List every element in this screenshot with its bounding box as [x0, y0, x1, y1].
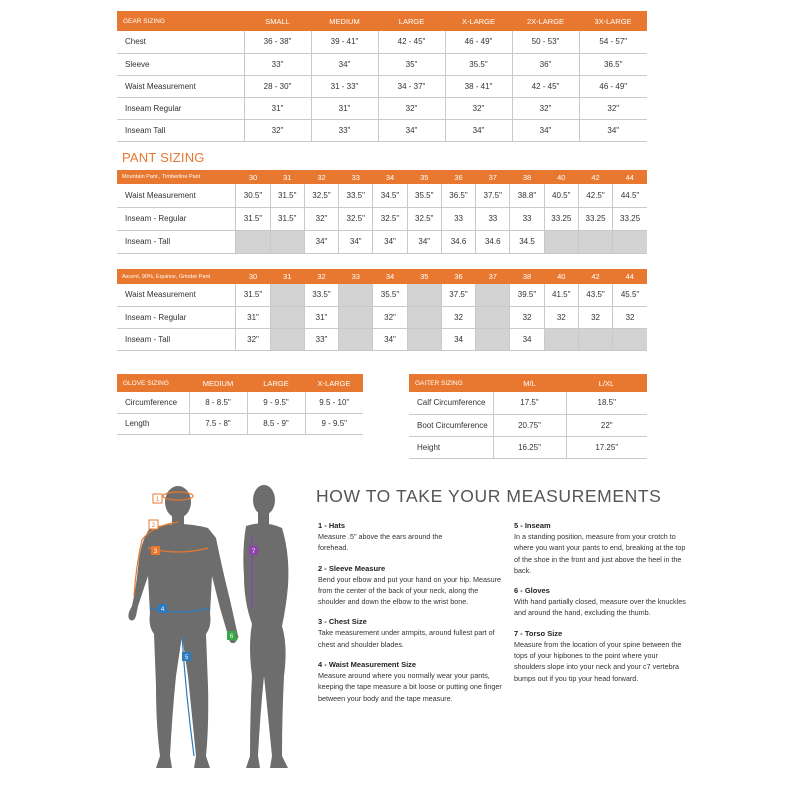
- table-cell: 20.75": [493, 414, 566, 436]
- measurement-figures-illustration: [112, 476, 312, 776]
- table-row: [117, 306, 647, 328]
- table-cell: 34": [339, 230, 373, 253]
- table-cell: 34: [441, 328, 475, 350]
- table-cell: 38.8": [510, 184, 544, 207]
- table-cell: 34.6: [441, 230, 475, 253]
- table-cell: 42 - 45": [512, 75, 579, 97]
- table-cell: 36.5": [579, 53, 647, 75]
- table-row: [409, 392, 647, 414]
- table-cell: 32": [445, 97, 512, 119]
- table-cell: 33.5": [339, 184, 373, 207]
- table-cell: 36 - 38": [244, 31, 311, 53]
- measurement-text: Measure from the location of your spine between the tops of your hipbones to the point where your shoulders slope into your neck and your c7 vertebra bumps out if you tip your head forward.: [514, 639, 682, 683]
- row-label: Inseam - Regular: [117, 207, 236, 230]
- empty-cell: [270, 328, 304, 350]
- table-cell: 50 - 53": [512, 31, 579, 53]
- table-cell: 34": [378, 119, 445, 141]
- table-cell: 32": [236, 328, 270, 350]
- empty-cell: [476, 306, 510, 328]
- table-cell: 32: [510, 306, 544, 328]
- table-cell: 37.5": [441, 284, 475, 306]
- table-cell: 34": [373, 230, 407, 253]
- measurement-item: [514, 520, 686, 576]
- gear-header-cell: X-LARGE: [445, 11, 512, 31]
- table-row: [117, 119, 647, 141]
- table-cell: 39.5": [510, 284, 544, 306]
- pant-header-cell: 38: [510, 170, 544, 184]
- measurement-heading: 1 - Hats: [318, 521, 346, 530]
- row-label: Inseam - Regular: [117, 306, 236, 328]
- pant-table-ascent: [117, 269, 647, 351]
- pant-header-cell: 33: [339, 170, 373, 184]
- row-label: Height: [409, 436, 493, 458]
- row-label: Boot Circumference: [409, 414, 493, 436]
- table-cell: 17.25": [566, 436, 647, 458]
- front-silhouette: [128, 486, 238, 768]
- table-cell: 35": [378, 53, 445, 75]
- table-cell: 32.5": [373, 207, 407, 230]
- table-cell: 9.5 - 10": [305, 392, 363, 413]
- table-cell: 33.5": [304, 284, 338, 306]
- table-cell: 33: [476, 207, 510, 230]
- measurement-text: Measure around where you normally wear your pants, keeping the tape measure a bit loose or putting one finger between your body and the tape measure.: [318, 671, 502, 703]
- empty-cell: [578, 230, 612, 253]
- pant-header-cell: 32: [304, 269, 338, 284]
- gaiter-sizing-table: [409, 374, 647, 459]
- pant-header-cell: 32: [304, 170, 338, 184]
- table-row: [409, 414, 647, 436]
- measurement-item: [514, 628, 686, 684]
- table-cell: 32.5": [304, 184, 338, 207]
- table-cell: 40.5": [544, 184, 578, 207]
- table-cell: 33": [311, 119, 378, 141]
- table-row: [409, 436, 647, 458]
- table-cell: 34": [311, 53, 378, 75]
- table-row: [117, 75, 647, 97]
- measurement-heading: 4 - Waist Measurement Size: [318, 660, 417, 670]
- measurement-heading: 2 - Sleeve Measure: [318, 563, 386, 573]
- table-cell: 32": [378, 97, 445, 119]
- table-cell: 33.25: [613, 207, 647, 230]
- empty-cell: [339, 306, 373, 328]
- table-cell: 8.5 - 9": [247, 413, 305, 434]
- table-cell: 34": [579, 119, 647, 141]
- pant-header-cell: 30: [236, 170, 270, 184]
- table-row: [117, 284, 647, 306]
- empty-cell: [339, 328, 373, 350]
- table-cell: 32": [304, 207, 338, 230]
- row-label: Chest: [117, 31, 244, 53]
- measurement-heading: 5 - Inseam: [514, 521, 551, 530]
- measurements-title: HOW TO TAKE YOUR MEASUREMENTS: [316, 486, 662, 506]
- table-cell: 28 - 30": [244, 75, 311, 97]
- table-cell: 33": [244, 53, 311, 75]
- table-cell: 46 - 49": [579, 75, 647, 97]
- table-cell: 31": [304, 306, 338, 328]
- empty-cell: [407, 284, 441, 306]
- empty-cell: [613, 328, 647, 350]
- empty-cell: [544, 230, 578, 253]
- table-cell: 32: [578, 306, 612, 328]
- table-cell: 32: [544, 306, 578, 328]
- pant-header-cell: 40: [544, 269, 578, 284]
- table-cell: 32": [373, 306, 407, 328]
- table-cell: 22": [566, 414, 647, 436]
- pant-header-cell: 34: [373, 170, 407, 184]
- pant-header-cell: 30: [236, 269, 270, 284]
- pant-header-cell: 33: [339, 269, 373, 284]
- gear-header-label: GEAR SIZING: [117, 11, 244, 31]
- empty-cell: [476, 328, 510, 350]
- glove-header-cell: MEDIUM: [189, 374, 247, 392]
- table-cell: 36": [512, 53, 579, 75]
- row-label: Waist Measurement: [117, 75, 244, 97]
- measurement-item: [514, 585, 686, 619]
- table-cell: 17.5": [493, 392, 566, 414]
- table-cell: 31.5": [270, 207, 304, 230]
- marker-3: 3: [153, 549, 158, 555]
- pant-header-cell: 37: [476, 170, 510, 184]
- pant-header-label: Mountain Pant , Timberline Pant: [117, 170, 236, 184]
- table-cell: 33: [441, 207, 475, 230]
- table-cell: 34": [304, 230, 338, 253]
- table-row: [117, 184, 647, 207]
- row-label: Circumference: [117, 392, 189, 413]
- row-label: Waist Measurement: [117, 184, 236, 207]
- table-cell: 31": [311, 97, 378, 119]
- empty-cell: [578, 328, 612, 350]
- marker-6: 6: [229, 634, 234, 640]
- measurement-heading: 7 - Torso Size: [514, 628, 563, 638]
- measurement-item: [318, 616, 503, 650]
- measurement-heading: 6 - Gloves: [514, 586, 550, 596]
- pant-table-mountain: [117, 170, 647, 254]
- marker-2: 2: [151, 523, 156, 529]
- empty-cell: [339, 284, 373, 306]
- row-label: Calf Circumference: [409, 392, 493, 414]
- pant-header-cell: 42: [578, 269, 612, 284]
- row-label: Inseam Tall: [117, 119, 244, 141]
- table-cell: 34": [445, 119, 512, 141]
- table-cell: 42.5": [578, 184, 612, 207]
- table-cell: 39 - 41": [311, 31, 378, 53]
- table-cell: 33.25: [544, 207, 578, 230]
- table-cell: 32": [579, 97, 647, 119]
- row-label: Waist Measurement: [117, 284, 236, 306]
- table-cell: 9 - 9.5": [305, 413, 363, 434]
- empty-cell: [544, 328, 578, 350]
- empty-cell: [476, 284, 510, 306]
- table-cell: 41.5": [544, 284, 578, 306]
- empty-cell: [236, 230, 270, 253]
- glove-header-cell: X-LARGE: [305, 374, 363, 392]
- measurement-text: With hand partially closed, measure over the knuckles and around the hand, excluding the thumb.: [514, 597, 686, 618]
- table-row: [117, 392, 363, 413]
- measurement-text: Measure .5" above the ears around the forehead.: [318, 532, 443, 553]
- empty-cell: [407, 306, 441, 328]
- table-row: [117, 230, 647, 253]
- table-cell: 34": [512, 119, 579, 141]
- gear-header-cell: 3X-LARGE: [579, 11, 647, 31]
- table-cell: 34: [510, 328, 544, 350]
- table-row: [117, 328, 647, 350]
- table-cell: 8 - 8.5": [189, 392, 247, 413]
- table-cell: 35.5": [407, 184, 441, 207]
- empty-cell: [270, 230, 304, 253]
- row-label: Inseam Regular: [117, 97, 244, 119]
- table-cell: 34": [373, 328, 407, 350]
- pant-sizing-title: PANT SIZING: [122, 150, 205, 165]
- measurement-heading: 3 - Chest Size: [318, 617, 367, 627]
- empty-cell: [613, 230, 647, 253]
- pant-header-cell: 44: [613, 269, 647, 284]
- pant-header-cell: 35: [407, 269, 441, 284]
- table-cell: 31": [244, 97, 311, 119]
- pant-header-cell: 37: [476, 269, 510, 284]
- marker-1: 1: [155, 497, 160, 503]
- measurement-item: [318, 520, 503, 554]
- table-cell: 31 - 33": [311, 75, 378, 97]
- table-cell: 46 - 49": [445, 31, 512, 53]
- measurement-text: Take measurement under armpits, around fullest part of chest and shoulder blades.: [318, 628, 495, 649]
- table-cell: 33: [510, 207, 544, 230]
- table-cell: 36.5": [441, 184, 475, 207]
- measurement-item: [318, 563, 503, 608]
- table-cell: 32: [441, 306, 475, 328]
- table-cell: 34.5": [373, 184, 407, 207]
- measurement-item: [318, 659, 503, 704]
- marker-4: 4: [160, 607, 165, 613]
- table-cell: 32.5": [407, 207, 441, 230]
- empty-cell: [270, 306, 304, 328]
- pant-header-cell: 36: [441, 170, 475, 184]
- table-cell: 44.5": [613, 184, 647, 207]
- table-cell: 54 - 57": [579, 31, 647, 53]
- table-cell: 18.5": [566, 392, 647, 414]
- table-row: [117, 53, 647, 75]
- side-silhouette: [243, 485, 288, 768]
- table-row: [117, 207, 647, 230]
- measurement-text: Bend your elbow and put your hand on your hip. Measure from the center of the back of your neck, along the shoulder and down the elbow to the wrist bone.: [318, 574, 502, 607]
- table-cell: 34 - 37": [378, 75, 445, 97]
- table-cell: 32": [512, 97, 579, 119]
- table-cell: 45.5": [613, 284, 647, 306]
- table-cell: 34.5: [510, 230, 544, 253]
- table-cell: 33": [304, 328, 338, 350]
- empty-cell: [270, 284, 304, 306]
- marker-5: 5: [184, 655, 189, 661]
- table-cell: 30.5": [236, 184, 270, 207]
- table-cell: 35.5": [373, 284, 407, 306]
- gear-header-cell: LARGE: [378, 11, 445, 31]
- row-label: Length: [117, 413, 189, 434]
- table-cell: 9 - 9.5": [247, 392, 305, 413]
- table-cell: 42 - 45": [378, 31, 445, 53]
- gear-header-cell: 2X-LARGE: [512, 11, 579, 31]
- glove-header-label: GLOVE SIZING: [117, 374, 189, 392]
- row-label: Inseam - Tall: [117, 328, 236, 350]
- measurement-text: In a standing position, measure from your crotch to where you want your pants to end, breaking at the top of the shoe in the front and just above the heel in the back.: [514, 532, 686, 575]
- table-cell: 34": [407, 230, 441, 253]
- glove-sizing-table: [117, 374, 363, 435]
- pant-header-label: Ascent, 90%, Equinox, Grinder Pant: [117, 269, 236, 284]
- pant-header-cell: 31: [270, 269, 304, 284]
- table-cell: 32.5": [339, 207, 373, 230]
- gear-header-cell: MEDIUM: [311, 11, 378, 31]
- row-label: Inseam - Tall: [117, 230, 236, 253]
- table-cell: 31": [236, 306, 270, 328]
- table-cell: 38 - 41": [445, 75, 512, 97]
- table-cell: 34.6: [476, 230, 510, 253]
- pant-header-cell: 35: [407, 170, 441, 184]
- gear-sizing-table: [117, 11, 647, 142]
- table-cell: 31.5": [236, 207, 270, 230]
- table-cell: 16.25": [493, 436, 566, 458]
- gaiter-header-cell: M/L: [493, 374, 566, 392]
- marker-7: 7: [251, 549, 256, 555]
- pant-header-cell: 31: [270, 170, 304, 184]
- table-cell: 31.5": [270, 184, 304, 207]
- gear-header-cell: SMALL: [244, 11, 311, 31]
- empty-cell: [407, 328, 441, 350]
- pant-header-cell: 44: [613, 170, 647, 184]
- table-cell: 32: [613, 306, 647, 328]
- table-cell: 37.5": [476, 184, 510, 207]
- gaiter-header-cell: L/XL: [566, 374, 647, 392]
- table-cell: 7.5 - 8": [189, 413, 247, 434]
- pant-header-cell: 38: [510, 269, 544, 284]
- pant-header-cell: 40: [544, 170, 578, 184]
- table-cell: 32": [244, 119, 311, 141]
- measurements-column-right: [514, 520, 686, 693]
- table-row: [117, 31, 647, 53]
- row-label: Sleeve: [117, 53, 244, 75]
- table-cell: 31.5": [236, 284, 270, 306]
- table-cell: 43.5": [578, 284, 612, 306]
- table-cell: 33.25: [578, 207, 612, 230]
- pant-header-cell: 36: [441, 269, 475, 284]
- measurements-column-left: [318, 520, 503, 713]
- table-row: [117, 413, 363, 434]
- pant-header-cell: 34: [373, 269, 407, 284]
- gaiter-header-label: GAITER SIZING: [409, 374, 493, 392]
- glove-header-cell: LARGE: [247, 374, 305, 392]
- pant-header-cell: 42: [578, 170, 612, 184]
- table-row: [117, 97, 647, 119]
- table-cell: 35.5": [445, 53, 512, 75]
